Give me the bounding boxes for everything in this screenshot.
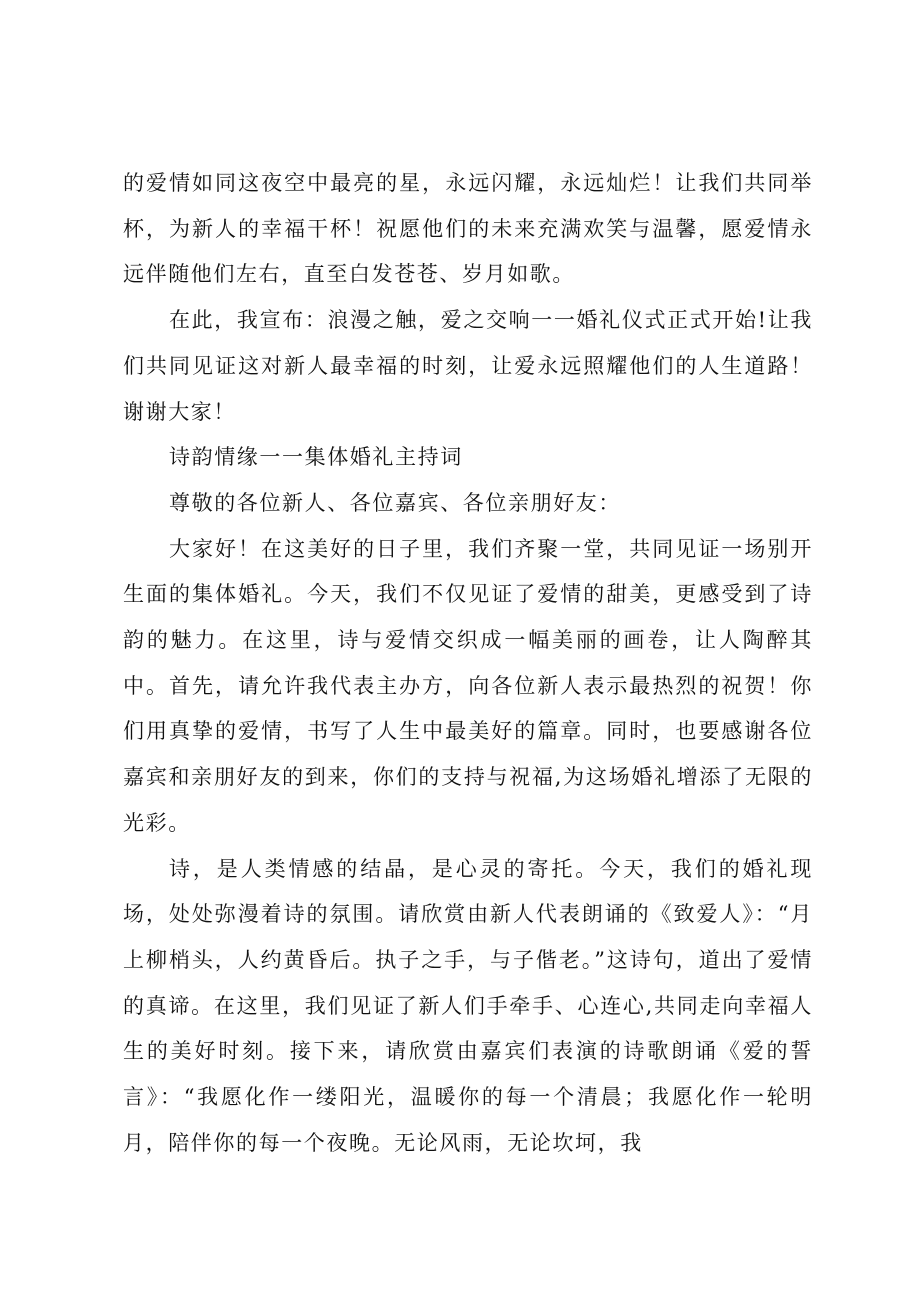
section-title: 诗韵情缘一一集体婚礼主持词 bbox=[169, 445, 463, 470]
paragraph-opening-greeting: 大家好！在这美好的日子里，我们齐聚一堂，共同见证一场别开生面的集体婚礼。今天，我们不仅见证了爱情的甜美，更感受到了诗韵的魅力。在这里，诗与爱情交织成一幅美丽的画卷，让人陶醉其中。首先，请允许我代表主办方，向各位新人表示最热烈的祝贺！你们用真挚的爱情，书写了人生中最美好的篇章。同时，也要感谢各位嘉宾和亲朋好友的到来，你们的支持与祝福,为这场婚礼增添了无限的光彩。 bbox=[123, 536, 813, 835]
paragraph-ceremony-announcement: 在此，我宣布：浪漫之触，爱之交响一一婚礼仪式正式开始!让我们共同见证这对新人最幸福的时刻，让爱永远照耀他们的人生道路！谢谢大家！ bbox=[123, 308, 813, 424]
paragraph-toast-continuation: 的爱情如同这夜空中最亮的星，永远闪耀，永远灿烂！让我们共同举杯，为新人的幸福干杯！祝愿他们的未来充满欢笑与温馨，愿爱情永远伴随他们左右，直至白发苍苍、岁月如歌。 bbox=[123, 171, 813, 287]
document-body bbox=[123, 161, 813, 1166]
paragraph-poetry-recital: 诗，是人类情感的结晶，是心灵的寄托。今天，我们的婚礼现场，处处弥漫着诗的氛围。请欣赏由新人代表朗诵的《致爱人》：“月上柳梢头，人约黄昏后。执子之手，与子偕老。”这诗句，道出了爱情的真谛。在这里，我们见证了新人们手牵手、心连心,共同走向幸福人生的美好时刻。接下来，请欣赏由嘉宾们表演的诗歌朗诵《爱的誓言》：“我愿化作一缕阳光，温暖你的每一个清晨；我愿化作一轮明月，陪伴你的每一个夜晚。无论风雨，无论坎坷，我 bbox=[123, 856, 813, 1155]
salutation: 尊敬的各位新人、各位嘉宾、各位亲朋好友： bbox=[169, 490, 621, 515]
